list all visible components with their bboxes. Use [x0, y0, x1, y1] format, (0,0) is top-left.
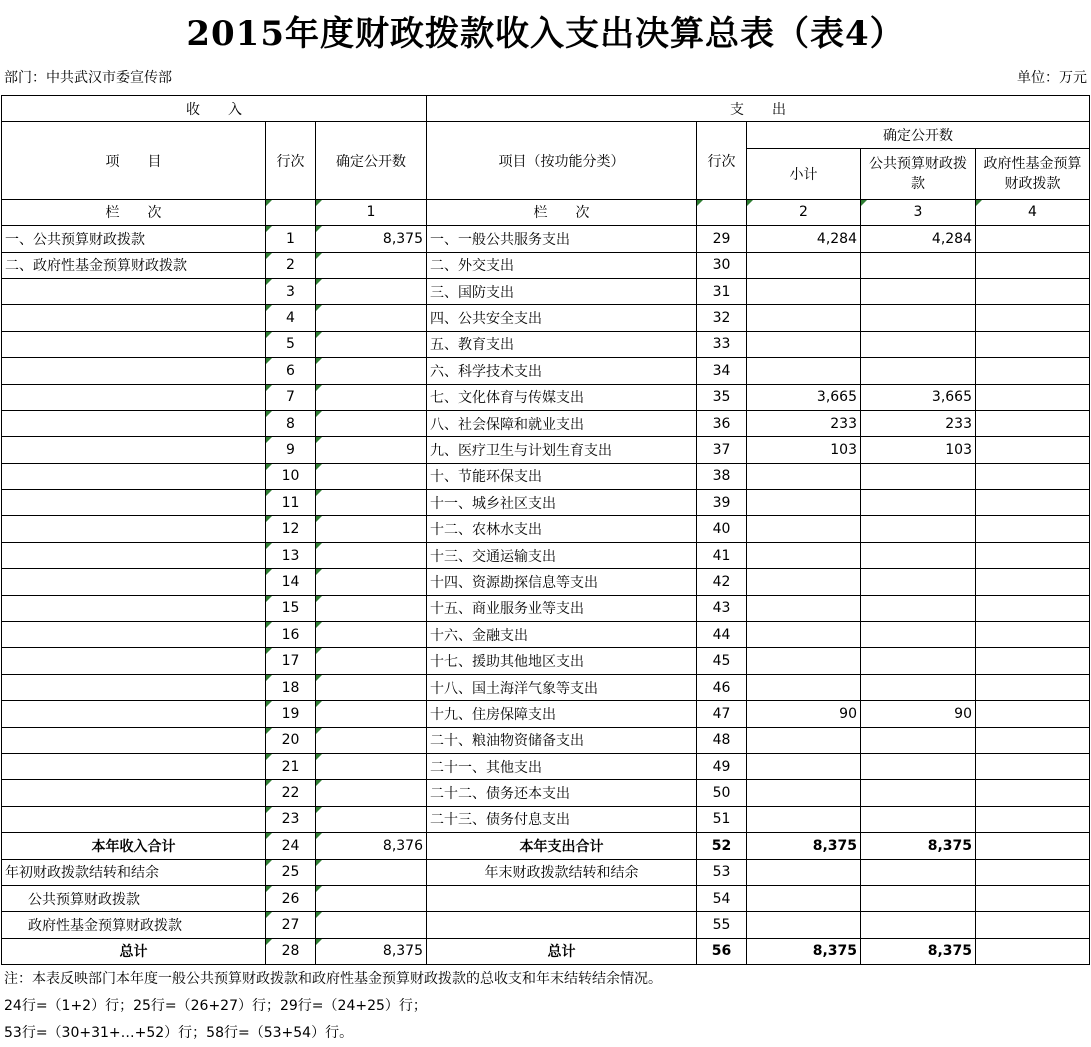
expense-row-no: 36	[697, 410, 747, 436]
expense-item: 四、公共安全支出	[427, 305, 697, 331]
expense-public-budget	[861, 780, 976, 806]
expense-public-budget	[861, 463, 976, 489]
table-body	[2, 96, 1090, 833]
income-row-no: 1	[266, 226, 316, 252]
expense-subtotal	[747, 358, 861, 384]
confirmed-public-header: 确定公开数	[316, 122, 427, 199]
expense-gov-fund	[976, 278, 1090, 304]
expense-public-budget	[861, 542, 976, 568]
income-value	[316, 569, 427, 595]
item-header: 项 目	[2, 122, 266, 199]
expense-row-no: 37	[697, 437, 747, 463]
income-row-no: 14	[266, 569, 316, 595]
expense-row-no: 51	[697, 806, 747, 832]
table-row	[2, 569, 1090, 595]
income-value	[316, 516, 427, 542]
expense-gov-fund	[976, 358, 1090, 384]
begin-balance-value	[316, 859, 427, 885]
unit-label: 单位：万元	[1017, 70, 1087, 86]
expense-row-no: 35	[697, 384, 747, 410]
income-item	[2, 331, 266, 357]
income-value	[316, 648, 427, 674]
expense-row-no: 48	[697, 727, 747, 753]
year-income-value: 8,376	[316, 833, 427, 859]
expense-item: 十九、住房保障支出	[427, 701, 697, 727]
expense-public-budget	[861, 806, 976, 832]
expense-item: 十六、金融支出	[427, 622, 697, 648]
end-balance-label: 年末财政拨款结转和结余	[427, 859, 697, 885]
income-header: 收 入	[2, 96, 427, 122]
expense-item: 九、医疗卫生与计划生育支出	[427, 437, 697, 463]
begin-public-no: 26	[266, 885, 316, 911]
expense-item: 十一、城乡社区支出	[427, 490, 697, 516]
expense-public-budget	[861, 674, 976, 700]
item-by-function-header: 项目（按功能分类）	[427, 122, 697, 199]
expense-item: 七、文化体育与传媒支出	[427, 384, 697, 410]
table-row	[2, 753, 1090, 779]
year-expense-public: 8,375	[861, 833, 976, 859]
income-item	[2, 648, 266, 674]
expense-public-budget	[861, 622, 976, 648]
income-value	[316, 358, 427, 384]
grand-total-subtotal: 8,375	[747, 938, 861, 964]
begin-balance-no: 25	[266, 859, 316, 885]
expense-subtotal	[747, 780, 861, 806]
grand-total-income-no: 28	[266, 938, 316, 964]
income-item	[2, 384, 266, 410]
income-value	[316, 753, 427, 779]
table-row	[2, 490, 1090, 516]
subtotal-header: 小计	[747, 148, 861, 199]
expense-subtotal: 90	[747, 701, 861, 727]
table-row	[2, 806, 1090, 832]
table-row	[2, 648, 1090, 674]
expense-row-no: 45	[697, 648, 747, 674]
expense-row-no: 38	[697, 463, 747, 489]
expense-subtotal	[747, 674, 861, 700]
expense-public-budget	[861, 358, 976, 384]
begin-gov-value	[316, 912, 427, 938]
expense-row-no: 42	[697, 569, 747, 595]
table-row	[2, 305, 1090, 331]
expense-gov-fund	[976, 410, 1090, 436]
income-value	[316, 674, 427, 700]
income-value	[316, 542, 427, 568]
income-row-no: 18	[266, 674, 316, 700]
expense-item: 十四、资源勘探信息等支出	[427, 569, 697, 595]
col2-label: 2	[747, 199, 861, 225]
income-row-no: 12	[266, 516, 316, 542]
expense-row-no: 31	[697, 278, 747, 304]
table-row	[2, 622, 1090, 648]
income-item	[2, 358, 266, 384]
income-value	[316, 622, 427, 648]
table-row	[2, 780, 1090, 806]
expense-subtotal	[747, 252, 861, 278]
income-value	[316, 780, 427, 806]
expense-public-budget: 90	[861, 701, 976, 727]
col3-label: 3	[861, 199, 976, 225]
column-label-income: 栏 次	[2, 199, 266, 225]
expense-item: 二十、粮油物资储备支出	[427, 727, 697, 753]
col1-label: 1	[316, 199, 427, 225]
expense-row-no: 43	[697, 595, 747, 621]
income-row-no: 2	[266, 252, 316, 278]
expense-public-budget	[861, 727, 976, 753]
expense-gov-fund	[976, 595, 1090, 621]
department-label: 部门：中共武汉市委宣传部	[4, 70, 172, 86]
begin-balance-label: 年初财政拨款结转和结余	[2, 859, 266, 885]
income-row-no: 15	[266, 595, 316, 621]
year-expense-no: 52	[697, 833, 747, 859]
row55-item	[427, 912, 697, 938]
row54-public	[861, 885, 976, 911]
expense-subtotal	[747, 542, 861, 568]
table-totals	[2, 833, 1090, 965]
expense-item: 五、教育支出	[427, 331, 697, 357]
expense-row-no: 44	[697, 622, 747, 648]
expense-subtotal: 233	[747, 410, 861, 436]
expense-public-budget	[861, 278, 976, 304]
note-line: 53行=（30+31+…+52）行；58行=（53+54）行。	[4, 1025, 354, 1041]
expense-subtotal	[747, 463, 861, 489]
expense-item: 二十一、其他支出	[427, 753, 697, 779]
expense-item: 十八、国土海洋气象等支出	[427, 674, 697, 700]
table-row	[2, 331, 1090, 357]
income-row-no: 5	[266, 331, 316, 357]
expense-row-no: 32	[697, 305, 747, 331]
income-row-no: 4	[266, 305, 316, 331]
expense-public-budget	[861, 252, 976, 278]
year-expense-subtotal: 8,375	[747, 833, 861, 859]
expense-public-budget	[861, 753, 976, 779]
expense-public-budget	[861, 595, 976, 621]
income-row-no: 9	[266, 437, 316, 463]
expense-row-no: 41	[697, 542, 747, 568]
table-row	[2, 410, 1090, 436]
income-item	[2, 622, 266, 648]
expense-subtotal	[747, 806, 861, 832]
begin-public-label: 公共预算财政拨款	[2, 885, 266, 911]
income-item	[2, 806, 266, 832]
begin-gov-label: 政府性基金预算财政拨款	[2, 912, 266, 938]
expense-header: 支 出	[427, 96, 1090, 122]
expense-gov-fund	[976, 727, 1090, 753]
expense-public-budget	[861, 305, 976, 331]
expense-item: 十七、援助其他地区支出	[427, 648, 697, 674]
year-income-label: 本年收入合计	[2, 833, 266, 859]
expense-subtotal	[747, 278, 861, 304]
col4-label: 4	[976, 199, 1090, 225]
income-value: 8,375	[316, 226, 427, 252]
row54-no: 54	[697, 885, 747, 911]
income-item	[2, 305, 266, 331]
income-item	[2, 727, 266, 753]
expense-row-no: 33	[697, 331, 747, 357]
income-item	[2, 463, 266, 489]
income-value	[316, 490, 427, 516]
income-value	[316, 278, 427, 304]
income-row-no: 20	[266, 727, 316, 753]
expense-gov-fund	[976, 569, 1090, 595]
budget-table	[1, 95, 1090, 965]
expense-item: 十、节能环保支出	[427, 463, 697, 489]
row54-item	[427, 885, 697, 911]
income-row-no: 10	[266, 463, 316, 489]
row55-gov	[976, 912, 1090, 938]
expense-item: 八、社会保障和就业支出	[427, 410, 697, 436]
expense-item: 二、外交支出	[427, 252, 697, 278]
income-row-no: 22	[266, 780, 316, 806]
page-title: 2015年度财政拨款收入支出决算总表（表4）	[186, 14, 905, 54]
grand-total-expense-no: 56	[697, 938, 747, 964]
expense-item: 一、一般公共服务支出	[427, 226, 697, 252]
grand-total-public: 8,375	[861, 938, 976, 964]
expense-gov-fund	[976, 226, 1090, 252]
expense-subtotal	[747, 648, 861, 674]
column-label-blank	[266, 199, 316, 225]
confirmed-public-group-header: 确定公开数	[747, 122, 1090, 148]
income-row-no: 8	[266, 410, 316, 436]
table-row	[2, 358, 1090, 384]
expense-gov-fund	[976, 305, 1090, 331]
table-row	[2, 252, 1090, 278]
income-value	[316, 806, 427, 832]
expense-gov-fund	[976, 753, 1090, 779]
year-income-no: 24	[266, 833, 316, 859]
grand-total-expense-label: 总计	[427, 938, 697, 964]
income-row-no: 6	[266, 358, 316, 384]
income-row-no: 13	[266, 542, 316, 568]
expense-subtotal: 103	[747, 437, 861, 463]
table-row	[2, 701, 1090, 727]
row55-public	[861, 912, 976, 938]
income-item	[2, 780, 266, 806]
expense-public-budget: 4,284	[861, 226, 976, 252]
expense-public-budget	[861, 490, 976, 516]
expense-public-budget	[861, 648, 976, 674]
end-balance-no: 53	[697, 859, 747, 885]
income-item	[2, 516, 266, 542]
expense-row-no: 34	[697, 358, 747, 384]
expense-subtotal	[747, 331, 861, 357]
expense-row-no: 29	[697, 226, 747, 252]
expense-gov-fund	[976, 384, 1090, 410]
expense-subtotal	[747, 727, 861, 753]
income-row-no: 7	[266, 384, 316, 410]
expense-row-no: 47	[697, 701, 747, 727]
expense-subtotal: 4,284	[747, 226, 861, 252]
year-expense-gov	[976, 833, 1090, 859]
expense-gov-fund	[976, 437, 1090, 463]
income-value	[316, 595, 427, 621]
income-item	[2, 542, 266, 568]
table-row	[2, 384, 1090, 410]
table-row	[2, 542, 1090, 568]
row54-gov	[976, 885, 1090, 911]
income-value	[316, 252, 427, 278]
income-row-no: 17	[266, 648, 316, 674]
expense-row-no: 39	[697, 490, 747, 516]
expense-item: 六、科学技术支出	[427, 358, 697, 384]
row-no-header: 行次	[266, 122, 316, 199]
income-row-no: 11	[266, 490, 316, 516]
begin-public-value	[316, 885, 427, 911]
begin-gov-no: 27	[266, 912, 316, 938]
expense-public-budget	[861, 569, 976, 595]
expense-item: 十三、交通运输支出	[427, 542, 697, 568]
income-value	[316, 410, 427, 436]
public-budget-header: 公共预算财政拨款	[861, 148, 976, 199]
expense-gov-fund	[976, 622, 1090, 648]
income-item	[2, 753, 266, 779]
note-line: 注：本表反映部门本年度一般公共预算财政拨款和政府性基金预算财政拨款的总收支和年末结转结余情况。	[4, 971, 662, 987]
column-label-expense: 栏 次	[427, 199, 697, 225]
expense-subtotal	[747, 305, 861, 331]
expense-subtotal	[747, 753, 861, 779]
end-balance-subtotal	[747, 859, 861, 885]
income-value	[316, 437, 427, 463]
table-row	[2, 595, 1090, 621]
income-item: 一、公共预算财政拨款	[2, 226, 266, 252]
gov-fund-header: 政府性基金预算财政拨款	[976, 148, 1090, 199]
end-balance-gov	[976, 859, 1090, 885]
expense-gov-fund	[976, 648, 1090, 674]
expense-public-budget: 3,665	[861, 384, 976, 410]
income-value	[316, 331, 427, 357]
income-row-no: 19	[266, 701, 316, 727]
expense-subtotal: 3,665	[747, 384, 861, 410]
income-row-no: 21	[266, 753, 316, 779]
expense-row-no: 30	[697, 252, 747, 278]
income-item	[2, 595, 266, 621]
expense-row-no: 46	[697, 674, 747, 700]
expense-subtotal	[747, 595, 861, 621]
table-row	[2, 463, 1090, 489]
income-row-no: 3	[266, 278, 316, 304]
income-row-no: 23	[266, 806, 316, 832]
income-item	[2, 437, 266, 463]
note-line: 24行=（1+2）行；25行=（26+27）行；29行=（24+25）行；	[4, 998, 427, 1014]
expense-item: 二十二、债务还本支出	[427, 780, 697, 806]
grand-total-income-value: 8,375	[316, 938, 427, 964]
expense-item: 十二、农林水支出	[427, 516, 697, 542]
year-expense-label: 本年支出合计	[427, 833, 697, 859]
expense-row-no: 49	[697, 753, 747, 779]
expense-gov-fund	[976, 674, 1090, 700]
expense-subtotal	[747, 622, 861, 648]
income-item	[2, 410, 266, 436]
expense-gov-fund	[976, 806, 1090, 832]
income-value	[316, 384, 427, 410]
expense-public-budget	[861, 331, 976, 357]
expense-gov-fund	[976, 542, 1090, 568]
table-row	[2, 437, 1090, 463]
income-value	[316, 305, 427, 331]
expense-gov-fund	[976, 252, 1090, 278]
expense-gov-fund	[976, 490, 1090, 516]
notes	[4, 966, 662, 1047]
income-item	[2, 569, 266, 595]
expense-public-budget: 103	[861, 437, 976, 463]
row55-no: 55	[697, 912, 747, 938]
expense-public-budget: 233	[861, 410, 976, 436]
expense-row-no-header: 行次	[697, 122, 747, 199]
row55-subtotal	[747, 912, 861, 938]
income-item	[2, 674, 266, 700]
table-row	[2, 226, 1090, 252]
table-row	[2, 278, 1090, 304]
income-value	[316, 701, 427, 727]
expense-gov-fund	[976, 701, 1090, 727]
expense-gov-fund	[976, 780, 1090, 806]
row54-subtotal	[747, 885, 861, 911]
end-balance-public	[861, 859, 976, 885]
income-value	[316, 727, 427, 753]
expense-public-budget	[861, 516, 976, 542]
expense-gov-fund	[976, 331, 1090, 357]
expense-subtotal	[747, 490, 861, 516]
income-item	[2, 701, 266, 727]
expense-row-no: 50	[697, 780, 747, 806]
table-row	[2, 727, 1090, 753]
expense-item: 三、国防支出	[427, 278, 697, 304]
income-value	[316, 463, 427, 489]
table-row	[2, 516, 1090, 542]
expense-subtotal	[747, 516, 861, 542]
expense-gov-fund	[976, 463, 1090, 489]
expense-subtotal	[747, 569, 861, 595]
grand-total-gov	[976, 938, 1090, 964]
expense-item: 十五、商业服务业等支出	[427, 595, 697, 621]
income-item	[2, 278, 266, 304]
column-label-blank-2	[697, 199, 747, 225]
income-item: 二、政府性基金预算财政拨款	[2, 252, 266, 278]
income-item	[2, 490, 266, 516]
expense-row-no: 40	[697, 516, 747, 542]
expense-gov-fund	[976, 516, 1090, 542]
income-row-no: 16	[266, 622, 316, 648]
table-row	[2, 674, 1090, 700]
expense-item: 二十三、债务付息支出	[427, 806, 697, 832]
grand-total-income-label: 总计	[2, 938, 266, 964]
